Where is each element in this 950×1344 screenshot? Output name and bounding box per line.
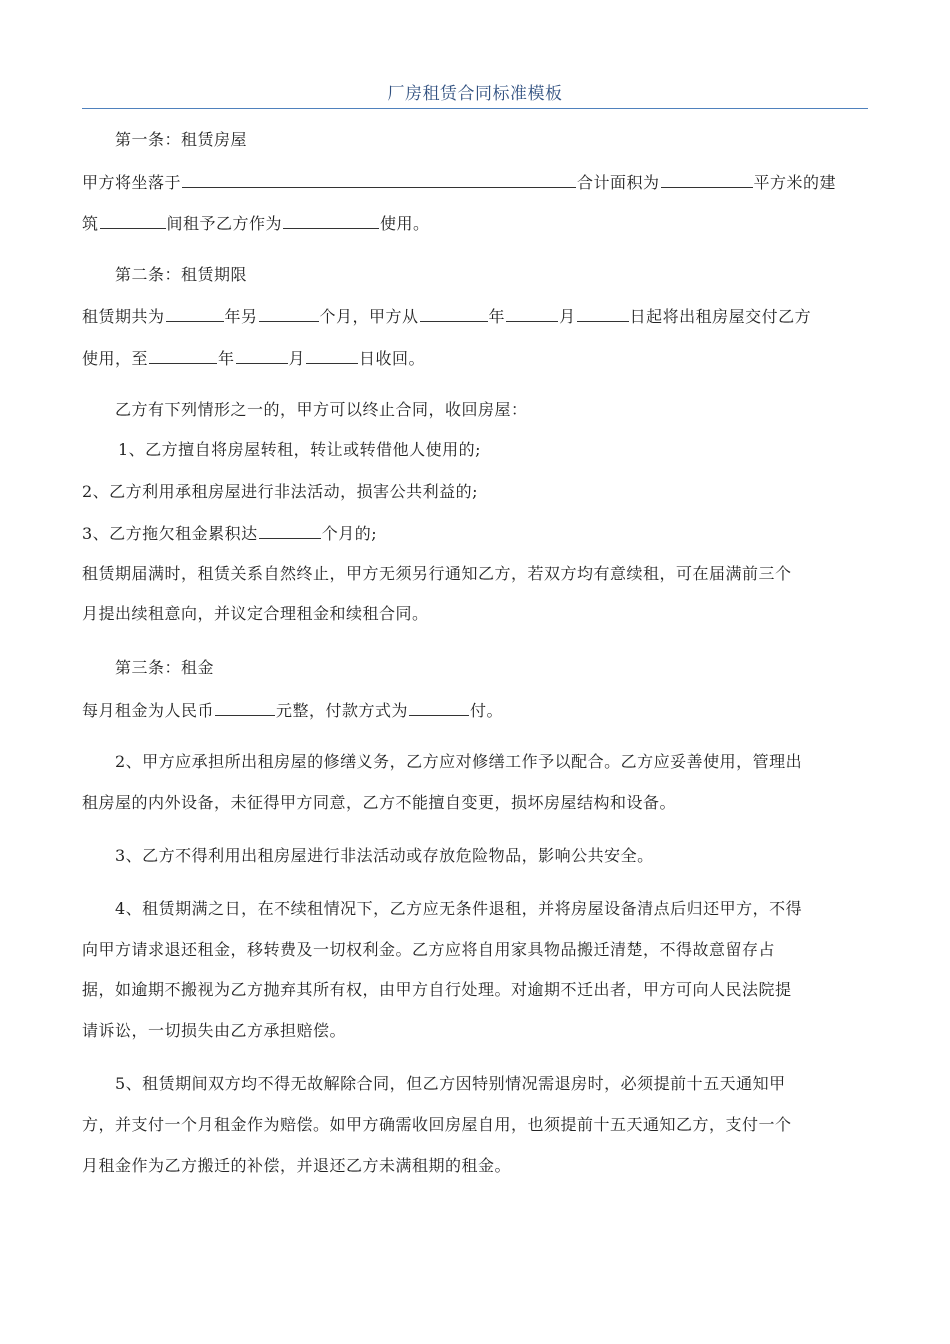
usage-blank[interactable] <box>283 210 379 229</box>
rooms-blank[interactable] <box>100 210 166 229</box>
article1-line2 <box>82 210 872 236</box>
article1-heading: 第一条：租赁房屋 <box>115 130 248 149</box>
article2-line1 <box>82 303 872 329</box>
lease-months-blank[interactable] <box>259 303 319 322</box>
article2-l1-text-c: 个月，甲方从 <box>319 307 419 326</box>
termination-item-3 <box>82 520 872 546</box>
clause-4-line-2: 向甲方请求退还租金，移转费及一切权利金。乙方应将自用家具物品搬迁清楚，不得故意留存占 <box>82 940 776 959</box>
rent-line <box>82 697 872 723</box>
article1-line1 <box>82 169 872 195</box>
termination-item-3-text-b: 个月的; <box>321 524 378 543</box>
article2-l1-text-b: 年另 <box>224 307 258 326</box>
article2-l2-text-c: 月 <box>288 349 306 368</box>
payment-method-blank[interactable] <box>409 697 469 716</box>
clause-4-line-1: 4、租赁期满之日，在不续租情况下，乙方应无条件退租，并将房屋设备清点后归还甲方，不得 <box>115 899 803 918</box>
clause-5-line-2: 方，并支付一个月租金作为赔偿。如甲方确需收回房屋自用，也须提前十五天通知乙方，支付一个 <box>82 1115 792 1134</box>
end-month-blank[interactable] <box>236 345 288 364</box>
clause-5-line-1: 5、租赁期间双方均不得无故解除合同，但乙方因特别情况需退房时，必须提前十五天通知甲 <box>115 1074 786 1093</box>
article1-l2-text-a: 筑 <box>82 214 99 233</box>
rent-text-a: 每月租金为人民币 <box>82 701 215 720</box>
article2-l2-text-d: 日收回。 <box>359 349 426 368</box>
article2-heading: 第二条：租赁期限 <box>115 265 248 284</box>
renewal-line-1: 租赁期届满时，租赁关系自然终止，甲方无须另行通知乙方，若双方均有意续租，可在届满前三个 <box>82 564 792 583</box>
clause-3-line-1: 3、乙方不得利用出租房屋进行非法活动或存放危险物品，影响公共安全。 <box>115 846 654 865</box>
location-blank[interactable] <box>182 169 576 188</box>
renewal-line-2: 月提出续租意向，并议定合理租金和续租合同。 <box>82 604 429 623</box>
article1-l2-text-b: 间租予乙方作为 <box>166 214 283 233</box>
article2-l1-text-a: 租赁期共为 <box>82 307 165 326</box>
clause-4-line-3: 据，如逾期不搬视为乙方抛弃其所有权，由甲方自行处理。对逾期不迁出者，甲方可向人民法院提 <box>82 980 792 999</box>
lease-years-blank[interactable] <box>166 303 224 322</box>
termination-intro: 乙方有下列情形之一的，甲方可以终止合同，收回房屋： <box>115 400 528 419</box>
title-underline <box>82 108 868 109</box>
clause-4-line-4: 请诉讼，一切损失由乙方承担赔偿。 <box>82 1021 347 1040</box>
article2-l1-text-e: 月 <box>559 307 576 326</box>
article3-heading: 第三条：租金 <box>115 658 215 677</box>
arrears-months-blank[interactable] <box>259 520 321 539</box>
rent-text-b: 元整，付款方式为 <box>276 701 409 720</box>
start-day-blank[interactable] <box>577 303 629 322</box>
clause-5-line-3: 月租金作为乙方搬迁的补偿，并退还乙方未满租期的租金。 <box>82 1156 512 1175</box>
article1-l1-text-a: 甲方将坐落于 <box>82 173 182 192</box>
article1-l1-text-c: 平方米的建 <box>753 173 837 192</box>
rent-amount-blank[interactable] <box>215 697 275 716</box>
start-month-blank[interactable] <box>506 303 558 322</box>
termination-item-3-text-a: 3、乙方拖欠租金累积达 <box>82 524 258 543</box>
article2-l1-text-f: 日起将出租房屋交付乙方 <box>629 307 812 326</box>
article2-line2 <box>82 345 872 371</box>
rent-text-c: 付。 <box>470 701 504 720</box>
article1-l2-text-c: 使用。 <box>380 214 430 233</box>
end-day-blank[interactable] <box>306 345 358 364</box>
article1-l1-text-b: 合计面积为 <box>577 173 660 192</box>
start-year-blank[interactable] <box>420 303 488 322</box>
document-title: 厂房租赁合同标准模板 <box>387 84 563 104</box>
termination-item-2: 2、乙方利用承租房屋进行非法活动，损害公共利益的; <box>82 482 479 501</box>
area-blank[interactable] <box>661 169 753 188</box>
clause-2-line-2: 租房屋的内外设备，未征得甲方同意，乙方不能擅自变更，损坏房屋结构和设备。 <box>82 793 677 812</box>
article2-l1-text-d: 年 <box>488 307 506 326</box>
end-year-blank[interactable] <box>149 345 217 364</box>
article2-l2-text-a: 使用，至 <box>82 349 149 368</box>
clause-2-line-1: 2、甲方应承担所出租房屋的修缮义务，乙方应对修缮工作予以配合。乙方应妥善使用，管理出 <box>115 752 803 771</box>
article2-l2-text-b: 年 <box>218 349 235 368</box>
termination-item-1: 1、乙方擅自将房屋转租，转让或转借他人使用的; <box>118 440 482 459</box>
